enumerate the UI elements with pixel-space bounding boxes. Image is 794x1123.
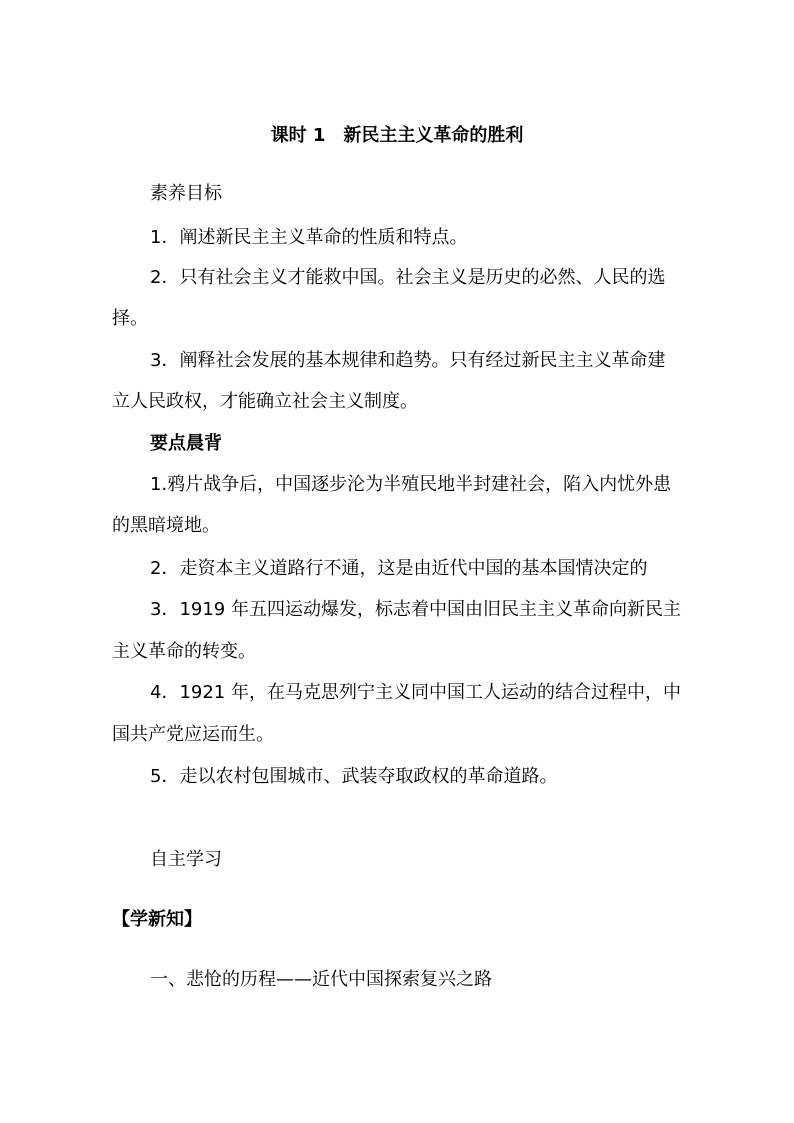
- keypoint-line-2: 2．走资本主义道路行不通，这是由近代中国的基本国情决定的: [150, 558, 648, 579]
- goal-line-2: 2．只有社会主义才能救中国。社会主义是历史的必然、人民的选: [150, 267, 666, 288]
- goal-line-3: 3．阐释社会发展的基本规律和趋势。只有经过新民主主义革命建: [150, 350, 666, 371]
- goal-line-3-cont: 立人民政权，才能确立社会主义制度。: [112, 391, 418, 412]
- self-study-heading: 自主学习: [150, 849, 222, 870]
- goal-line-2-cont: 择。: [112, 308, 148, 329]
- page-title: 课时 1 新民主主义革命的胜利: [270, 125, 524, 146]
- keypoint-line-3-cont: 主义革命的转变。: [112, 641, 256, 662]
- keypoint-line-3: 3．1919 年五四运动爆发，标志着中国由旧民主主义革命向新民主: [150, 599, 681, 620]
- keypoints-heading: 要点晨背: [150, 433, 222, 454]
- keypoint-line-5: 5．走以农村包围城市、武装夺取政权的革命道路。: [150, 766, 558, 787]
- goals-heading: 素养目标: [150, 183, 222, 204]
- keypoint-line-4: 4．1921 年，在马克思列宁主义同中国工人运动的结合过程中，中: [150, 682, 681, 703]
- goal-line-1: 1．阐述新民主主义革命的性质和特点。: [150, 227, 468, 248]
- keypoint-line-1: 1.鸦片战争后，中国逐步沦为半殖民地半封建社会，陷入内忧外患: [150, 474, 672, 495]
- learn-new-heading: 【学新知】: [112, 909, 202, 930]
- section-one-heading: 一、悲怆的历程——近代中国探索复兴之路: [150, 969, 492, 990]
- keypoint-line-1-cont: 的黑暗境地。: [112, 515, 220, 536]
- keypoint-line-4-cont: 国共产党应运而生。: [112, 724, 274, 745]
